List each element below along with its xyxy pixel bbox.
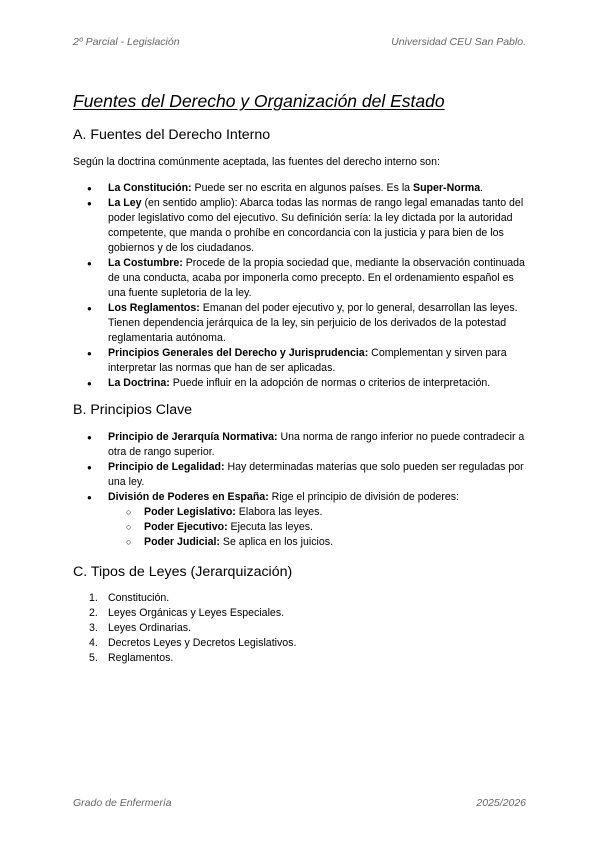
list-item-principios: ● Principios Generales del Derecho y Jurisprudencia: Complementan y sirven para interpretar las normas que han de ser aplicadas. [73,346,530,376]
section-a-heading: A. Fuentes del Derecho Interno [73,127,271,143]
subitem-legislativo: ○ Poder Legislativo: Elabora las leyes. [108,505,530,520]
section-c-list [73,591,530,666]
list-item-jerarquia: ● Principio de Jerarquía Normativa: Una norma de rango inferior no puede contradecir a otra de rango superior. [73,430,530,460]
footer-left: Grado de Enfermería [73,797,172,809]
subitem-ejecutivo: ○ Poder Ejecutivo: Ejecuta las leyes. [108,520,530,535]
list-item-constitucion: ● La Constitución: Puede ser no escrita en algunos países. Es la Super-Norma. [73,181,530,196]
section-a-intro: Según la doctrina comúnmente aceptada, las fuentes del derecho interno son: [73,156,440,168]
header-right: Universidad CEU San Pablo. [391,36,526,48]
page-footer [73,797,526,809]
list-item-legalidad: ● Principio de Legalidad: Hay determinadas materias que solo pueden ser reguladas por una ley. [73,460,530,490]
section-b-heading: B. Principios Clave [73,402,193,418]
list-item-ley-1: 1. Constitución. [89,592,170,604]
page-header [73,36,526,48]
section-c-heading: C. Tipos de Leyes (Jerarquización) [73,564,293,580]
section-a-list [73,181,530,391]
list-item-division-poderes: ● División de Poderes en España: Rige el principio de división de poderes: ○ Poder Legislativo: Elabora las leyes. ○ Poder Ejecutivo: Ejecuta las leyes. ○ Poder Judicial: Se aplica en los juicios. [73,490,530,550]
list-item-ley-5: 5. Reglamentos. [89,652,174,664]
list-item-doctrina: ● La Doctrina: Puede influir en la adopción de normas o criterios de interpretación. [73,376,530,391]
list-item-ley-4: 4. Decretos Leyes y Decretos Legislativos. [89,637,297,649]
list-item-ley-3: 3. Leyes Ordinarias. [89,622,192,634]
subitem-judicial: ○ Poder Judicial: Se aplica en los juicios. [108,535,530,550]
section-b-list [73,430,530,550]
poderes-sublist [108,505,530,550]
footer-right: 2025/2026 [476,797,526,809]
list-item-costumbre: ● La Costumbre: Procede de la propia sociedad que, mediante la observación continuada de una conducta, acaba por imponerla como precepto. En el ordenamiento español es una fuente supletoria de la ley. [73,256,530,301]
list-item-reglamentos: ● Los Reglamentos: Emanan del poder ejecutivo y, por lo general, desarrollan las leyes. Tienen dependencia jerárquica de la ley, sin perjuicio de los derivados de la potestad reglamentaria autónoma. [73,301,530,346]
document-title: Fuentes del Derecho y Organización del Estado [73,91,445,111]
header-left: 2º Parcial - Legislación [73,36,180,48]
list-item-ley-2: 2. Leyes Orgánicas y Leyes Especiales. [89,607,285,619]
list-item-ley: ● La Ley (en sentido amplio): Abarca todas las normas de rango legal emanadas tanto del poder legislativo como del ejecutivo. Su definición sería: la ley dictada por la autoridad competente, que manda o prohíbe en concordancia con la justicia y para bien de los gobiernos y de los ciudadanos. [73,196,530,256]
